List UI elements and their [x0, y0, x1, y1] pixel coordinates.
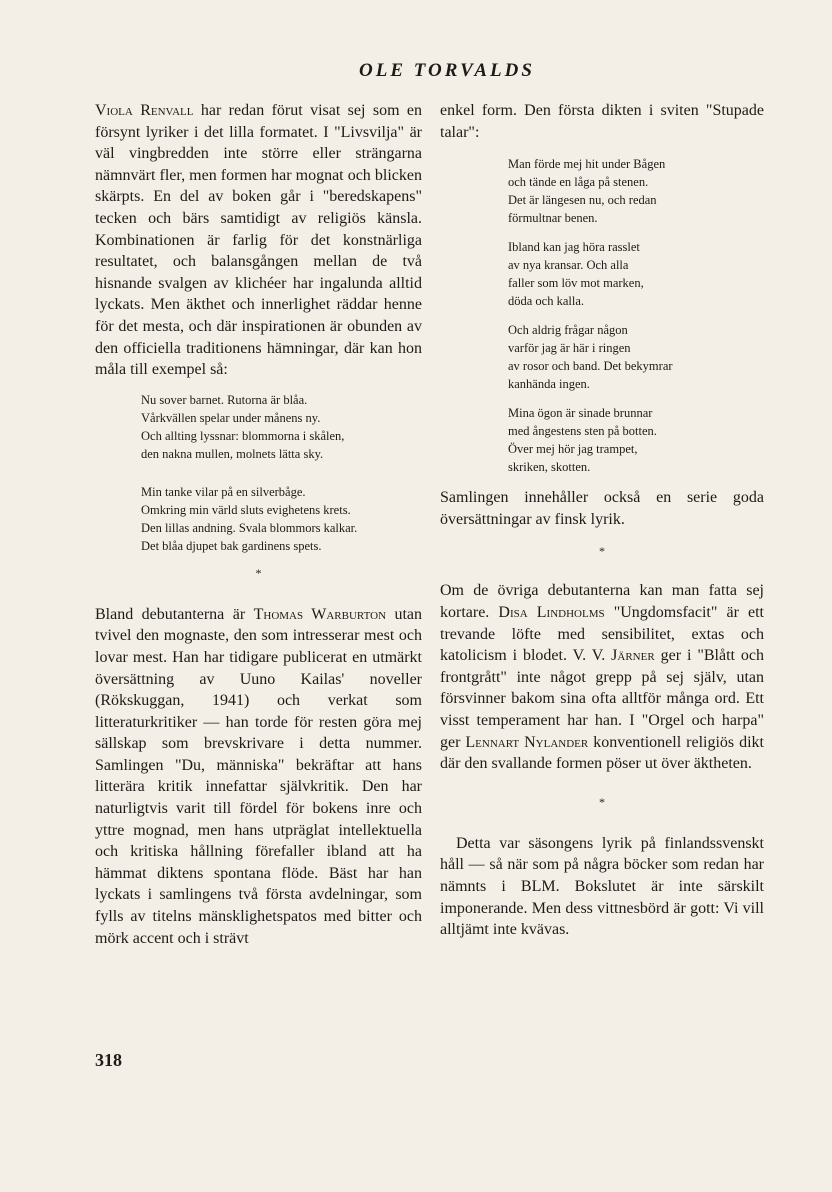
paragraph-stupade-intro: enkel form. Den första dikten i sviten "Stupade talar": — [440, 102, 764, 141]
poem-stanza — [508, 321, 764, 393]
poem-line: Vårkvällen spelar under månens ny. — [141, 410, 321, 425]
poem-stanza — [508, 238, 764, 310]
paragraph-text: Om de övriga debutanterna kan man fatta sej kortare. — [440, 582, 764, 621]
poem-stanza — [508, 155, 764, 227]
paragraph-text: Bland debutanterna är — [95, 605, 254, 623]
poem-line: varför jag är här i ringen — [508, 341, 631, 356]
paragraph-ovriga-debutanter — [440, 580, 764, 774]
poem-line: Ibland kan jag höra rasslet — [508, 240, 640, 255]
page-number: 318 — [95, 1050, 122, 1070]
poem-line: faller som löv mot marken, — [508, 276, 644, 291]
left-column — [95, 100, 422, 949]
author-title: OLE TORVALDS — [359, 60, 535, 81]
poem-line: med ångestens sten på botten. — [508, 424, 657, 439]
poem-line: av nya kransar. Och alla — [508, 258, 629, 273]
poem-renvall — [95, 391, 422, 555]
author-name-lindholm: Disa Lindholms — [498, 603, 605, 621]
section-separator: * — [255, 565, 262, 580]
running-header — [0, 60, 832, 82]
poem-line: Den lillas andning. Svala blommors kalkar. — [141, 520, 358, 535]
poem-stanza — [141, 391, 422, 463]
poem-line: förmultnar benen. — [508, 211, 598, 226]
poem-line: Omkring min värld sluts evighetens krets. — [141, 502, 351, 517]
poem-line: Och aldrig frågar någon — [508, 323, 628, 338]
paragraph-text: utan tvivel den mognaste, den som intresserar mest och lovar mest. Han har tidigare publicerat en utmärkt översättning av Uuno Kailas' noveller (Rökskuggan, 1941) och verkat som litteraturkritiker — han torde för resten göra mej sällskap som brevskrivare i detta nummer. Samlingen "Du, människa" bekräftar att hans litterära kritik innefattar självkritik. Den har naturligtvis varit till fördel för bokens inre och yttre mognad, men hans utpräglat intellektuella och kritiska hållning förefaller ibland att ha hämmat diktens spontana flöde. Bäst har han lyckats i samlingens två första avdelningar, som fylls av titelns mänsklighetspatos med bitter och mörk accent och i strävt — [95, 605, 423, 947]
poem-line: Det är längesen nu, och redan — [508, 193, 657, 208]
paragraph-renvall — [95, 100, 422, 381]
paragraph-text: har redan förut visat sej som en försynt lyriker i det lilla formatet. I "Livsvilja" är väl vingbredden inte större eller strängarna nämnvärt fler, men formen har mognat och blicken skärpts. En del av boken går i "beredskapens" tecken och bärs samtidigt av religiös känsla. Kombinationen är farlig för det konstnärliga resultatet, och balansgången mellan de två hisnande svalgen av klichéer har ingalunda alltid lyckats. Men äkthet och innerlighet räddar henne för det mesta, och där inspirationen är obunden av den officiella traditionens hämningar, där kan hon måla till exempel så: — [95, 102, 423, 379]
poem-line: Över mej hör jag trampet, — [508, 442, 638, 457]
poem-line: Nu sover barnet. Rutorna är blåa. — [141, 392, 308, 407]
paragraph-text: konventionell religiös dikt där den svallande formen pöser ut över äktheten. — [440, 733, 765, 773]
paragraph-warburton — [95, 604, 422, 950]
poem-line: Man förde mej hit under Bågen — [508, 157, 666, 172]
author-name-warburton: Thomas Warburton — [253, 605, 387, 623]
section-separator: * — [599, 544, 605, 559]
paragraph-text: ger i "Blått och frontgrått" inte något grepp på sej själv, utan försvinner bakom sina ofta alltför många ord. Ett visst temperament har han. I "Orgel och harpa" ger — [440, 647, 765, 751]
right-column — [440, 100, 764, 941]
poem-line: Min tanke vilar på en silverbåge. — [141, 484, 306, 499]
poem-stupade-talar — [440, 155, 764, 476]
paragraph-conclusion: Detta var säsongens lyrik på finlandssvenskt håll — så när som på några böcker som redan har nämnts i BLM. Bokslutet är inte särskilt imponerande. Men dess vittnesbörd är gott: Vi vill alltjämt inte kvävas. — [440, 834, 764, 939]
poem-line: av rosor och band. Det bekymrar — [508, 359, 673, 374]
author-name-jarner: Järner — [611, 647, 655, 665]
poem-line: döda och kalla. — [508, 294, 585, 309]
author-name-renvall: Viola Renvall — [95, 102, 194, 119]
poem-line: kanhända ingen. — [508, 377, 590, 392]
paragraph-finsk-lyrik: Samlingen innehåller också en serie goda översättningar av finsk lyrik. — [440, 489, 764, 528]
paragraph-text: "Ungdomsfacit" är ett trevande löfte med sensibilitet, extas och katolicism i blodet. V. V. — [440, 603, 765, 665]
poem-line: Det blåa djupet bak gardinens spets. — [141, 538, 322, 553]
poem-line: och tände en låga på stenen. — [508, 175, 649, 190]
poem-stanza — [508, 404, 764, 476]
poem-line: Mina ögon är sinade brunnar — [508, 406, 653, 421]
poem-line: Och allting lyssnar: blommorna i skålen, — [141, 428, 345, 443]
section-separator: * — [599, 794, 605, 809]
poem-stanza — [141, 483, 422, 555]
author-name-nylander: Lennart Nylander — [465, 733, 589, 751]
poem-line: den nakna mullen, molnets lätta sky. — [141, 446, 324, 461]
poem-line: skriken, skotten. — [508, 460, 591, 475]
